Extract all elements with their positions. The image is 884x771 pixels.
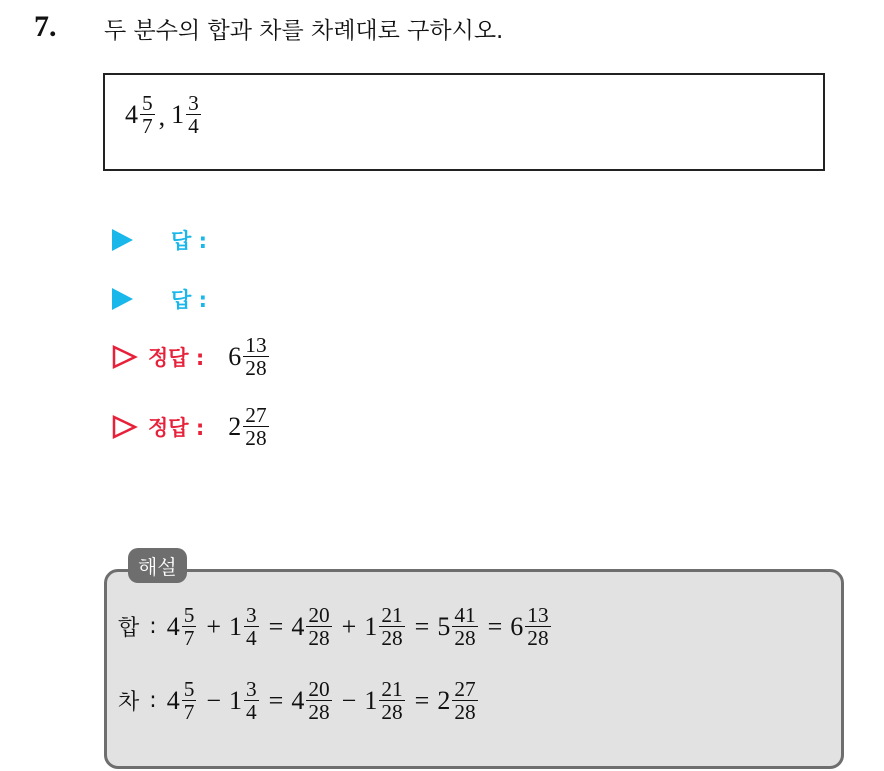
answer-row-2 bbox=[112, 284, 207, 314]
fraction bbox=[182, 604, 197, 650]
correct-2-num: 27 bbox=[245, 403, 267, 427]
mixed-number bbox=[437, 604, 479, 650]
math-operator: + bbox=[206, 611, 222, 641]
fraction-denominator: 28 bbox=[381, 626, 403, 651]
mixed-number bbox=[364, 604, 406, 650]
fraction bbox=[244, 678, 259, 724]
correct-2-frac bbox=[243, 404, 268, 450]
fraction bbox=[379, 604, 404, 650]
math-operator: = bbox=[414, 685, 430, 715]
math-operator: = bbox=[487, 611, 503, 641]
mixed-whole: 2 bbox=[437, 685, 451, 715]
fraction-numerator: 21 bbox=[381, 677, 403, 701]
fraction bbox=[306, 604, 331, 650]
mixed-number bbox=[364, 678, 406, 724]
fraction-denominator: 28 bbox=[308, 700, 330, 725]
mixed-number bbox=[510, 604, 552, 650]
fraction-numerator: 27 bbox=[454, 677, 476, 701]
solution-diff-line bbox=[118, 678, 480, 724]
answer-arrow-icon bbox=[112, 288, 133, 310]
fraction-numerator: 41 bbox=[454, 603, 476, 627]
mixed-whole: 4 bbox=[166, 611, 180, 641]
mixed-whole: 4 bbox=[291, 611, 305, 641]
given-b-frac bbox=[186, 92, 201, 138]
solution-diff-expr bbox=[167, 678, 480, 724]
given-a-whole: 4 bbox=[125, 99, 138, 129]
given-b-num: 3 bbox=[188, 91, 199, 115]
correct-arrow-icon bbox=[112, 345, 138, 369]
given-b-den: 4 bbox=[188, 114, 199, 139]
math-operator: = bbox=[268, 611, 284, 641]
mixed-whole: 5 bbox=[437, 611, 451, 641]
correct-1-num: 13 bbox=[245, 333, 267, 357]
solution-sum-line bbox=[118, 604, 553, 650]
mixed-whole: 4 bbox=[291, 685, 305, 715]
fraction-numerator: 5 bbox=[183, 603, 195, 627]
mixed-number bbox=[167, 604, 199, 650]
fraction-denominator: 28 bbox=[527, 626, 549, 651]
answer-label: 답 : bbox=[171, 229, 207, 253]
given-comma: , bbox=[158, 101, 166, 131]
math-operator: = bbox=[268, 685, 284, 715]
math-operator: − bbox=[341, 685, 357, 715]
mixed-whole: 4 bbox=[166, 685, 180, 715]
given-mixed-a bbox=[125, 92, 157, 138]
question-text: 두 분수의 합과 차를 차례대로 구하시오. bbox=[104, 18, 504, 44]
solution-box bbox=[104, 569, 844, 769]
mixed-number bbox=[167, 678, 199, 724]
fraction bbox=[306, 678, 331, 724]
answer-label: 답 : bbox=[171, 288, 207, 312]
given-b-whole: 1 bbox=[171, 99, 185, 129]
math-operator: + bbox=[341, 611, 357, 641]
fraction-denominator: 4 bbox=[246, 700, 257, 725]
fraction-denominator: 7 bbox=[183, 700, 195, 725]
correct-row-2 bbox=[112, 404, 271, 450]
mixed-whole: 1 bbox=[229, 611, 243, 641]
solution-diff-colon: : bbox=[149, 688, 157, 714]
given-fractions bbox=[125, 92, 203, 138]
fraction-denominator: 28 bbox=[454, 700, 476, 725]
mixed-whole: 1 bbox=[229, 685, 243, 715]
fraction-numerator: 5 bbox=[183, 677, 195, 701]
solution-diff-label: 차 bbox=[118, 690, 140, 716]
correct-1-whole: 6 bbox=[228, 341, 242, 371]
fraction-numerator: 20 bbox=[308, 603, 330, 627]
fraction-numerator: 3 bbox=[246, 603, 257, 627]
correct-arrow-icon bbox=[112, 415, 138, 439]
mixed-whole: 1 bbox=[364, 685, 378, 715]
answer-arrow-icon bbox=[112, 229, 133, 251]
correct-label: 정답 : bbox=[148, 345, 205, 370]
fraction-numerator: 20 bbox=[308, 677, 330, 701]
solution-tab: 해설 bbox=[128, 548, 187, 583]
mixed-number bbox=[291, 604, 333, 650]
solution-sum-expr bbox=[167, 604, 553, 650]
fraction-denominator: 4 bbox=[246, 626, 257, 651]
question-number: 7. bbox=[34, 10, 57, 43]
fraction-numerator: 21 bbox=[381, 603, 403, 627]
math-operator: − bbox=[206, 685, 222, 715]
given-a-frac bbox=[140, 92, 155, 138]
correct-1-den: 28 bbox=[245, 356, 267, 381]
mixed-whole: 1 bbox=[364, 611, 378, 641]
correct-value-1 bbox=[228, 334, 270, 380]
given-mixed-b bbox=[171, 92, 203, 138]
correct-value-2 bbox=[228, 404, 270, 450]
mixed-number bbox=[229, 678, 261, 724]
correct-1-frac bbox=[243, 334, 268, 380]
fraction-denominator: 28 bbox=[454, 626, 476, 651]
fraction-denominator: 28 bbox=[308, 626, 330, 651]
mixed-whole: 6 bbox=[510, 611, 524, 641]
answer-row-1 bbox=[112, 225, 207, 255]
mixed-number bbox=[437, 678, 479, 724]
mixed-number bbox=[291, 678, 333, 724]
correct-2-den: 28 bbox=[245, 426, 267, 451]
solution-sum-label: 합 bbox=[118, 616, 140, 642]
fraction-denominator: 28 bbox=[381, 700, 403, 725]
solution-sum-colon: : bbox=[149, 614, 157, 640]
fraction bbox=[452, 678, 477, 724]
fraction bbox=[182, 678, 197, 724]
fraction bbox=[244, 604, 259, 650]
math-operator: = bbox=[414, 611, 430, 641]
mixed-number bbox=[229, 604, 261, 650]
fraction bbox=[379, 678, 404, 724]
fraction bbox=[452, 604, 477, 650]
correct-2-whole: 2 bbox=[228, 411, 242, 441]
given-box bbox=[103, 73, 825, 171]
fraction-numerator: 3 bbox=[246, 677, 257, 701]
correct-label: 정답 : bbox=[148, 415, 205, 440]
given-a-num: 5 bbox=[142, 91, 153, 115]
correct-row-1 bbox=[112, 334, 271, 380]
given-a-den: 7 bbox=[142, 114, 153, 139]
fraction-denominator: 7 bbox=[183, 626, 195, 651]
fraction-numerator: 13 bbox=[527, 603, 549, 627]
fraction bbox=[525, 604, 550, 650]
